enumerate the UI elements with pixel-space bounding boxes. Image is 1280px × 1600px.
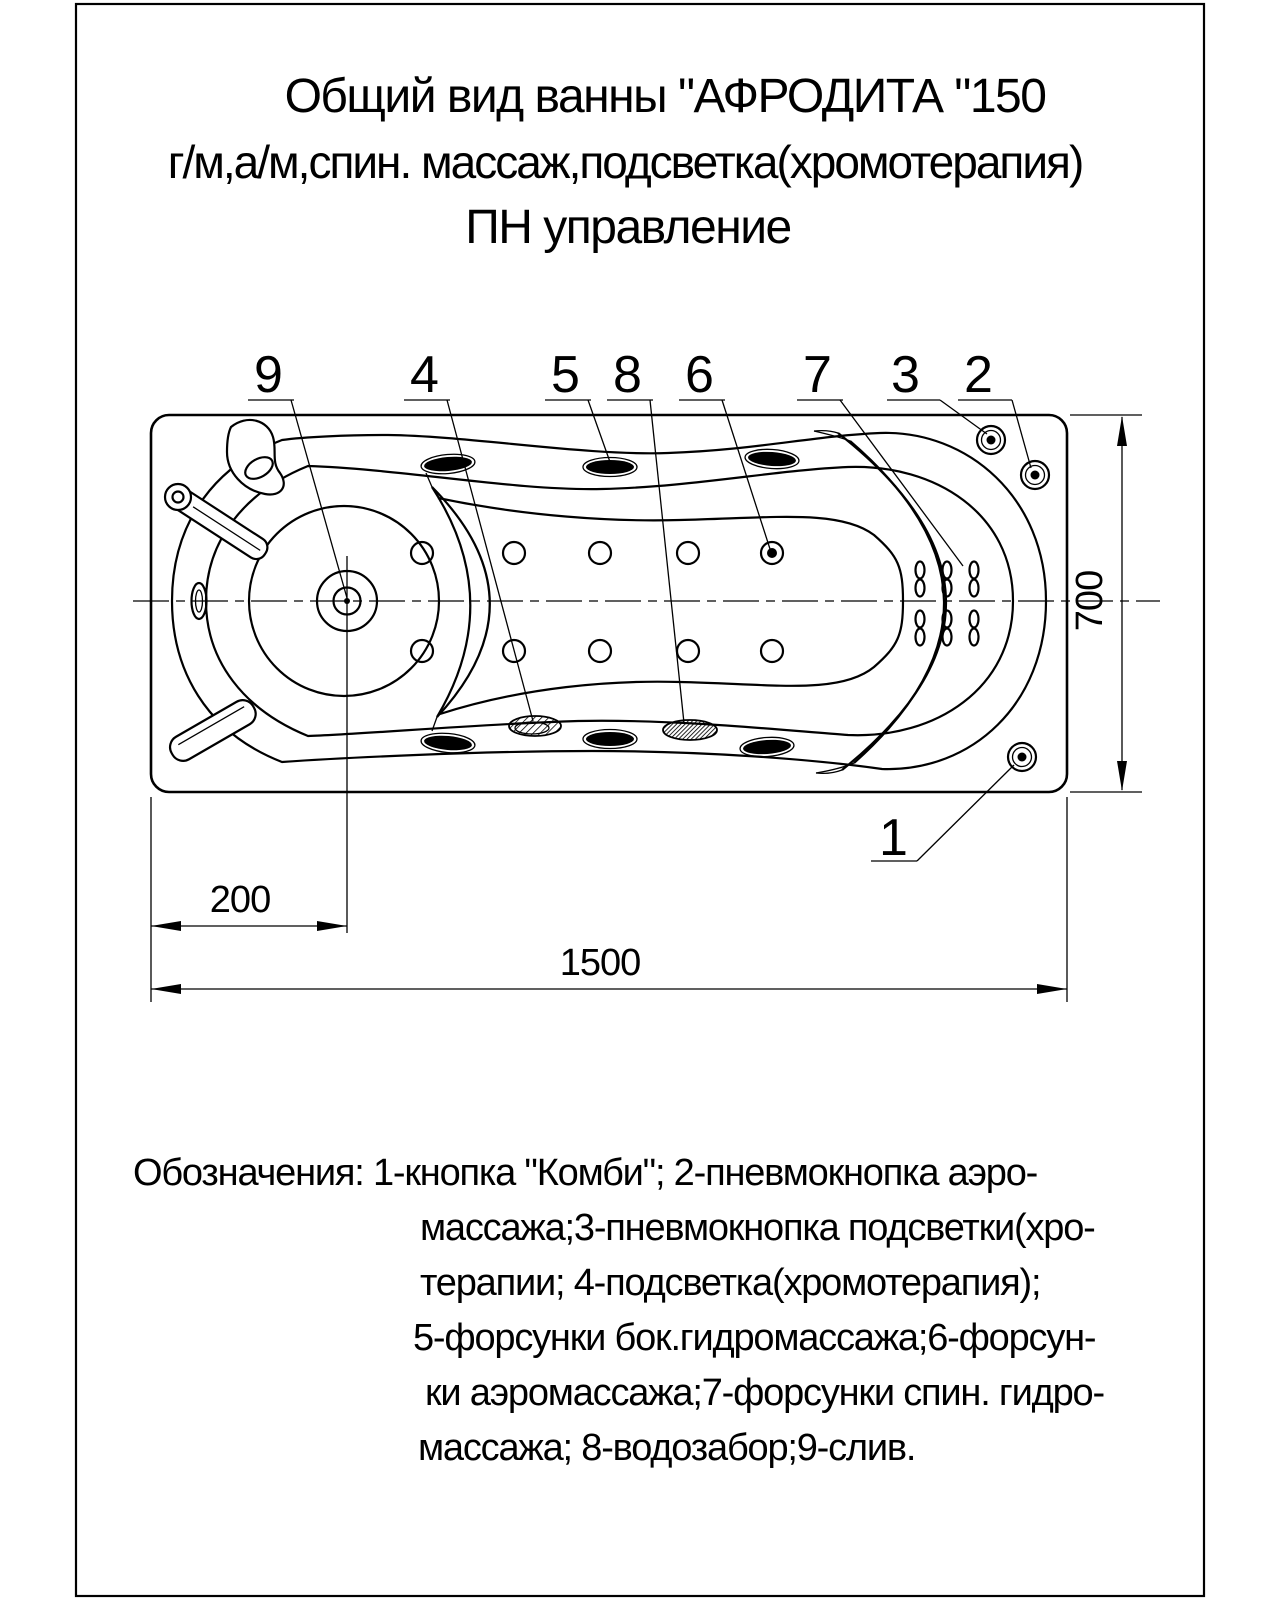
- back-jet-group-bottom: [916, 611, 979, 646]
- callout-number-4: 4: [410, 346, 438, 404]
- backrest-ridge: [426, 473, 490, 731]
- callouts: [248, 346, 1031, 867]
- side-handle: [166, 696, 260, 766]
- dim-width-value: 700: [1069, 570, 1111, 632]
- bathtub-top-view: [151, 415, 1067, 792]
- legend-line-1: Обозначения: 1-кнопка "Комби"; 2-пневмокнопка аэро-: [133, 1152, 1038, 1194]
- legend-line-6: массажа; 8-водозабор;9-слив.: [418, 1427, 916, 1469]
- legend-line-2: массажа;3-пневмокнопка подсветки(хро-: [420, 1207, 1095, 1249]
- air-jet: [589, 542, 611, 564]
- callout-number-8: 8: [613, 346, 641, 404]
- air-jet: [677, 640, 699, 662]
- air-jet: [589, 640, 611, 662]
- side-hydro-jets: [420, 448, 799, 759]
- callout-number-1: 1: [879, 809, 907, 867]
- page-title-line-1: Общий вид ванны "АФРОДИТА "150: [284, 70, 1046, 123]
- dim-length-value: 1500: [559, 942, 641, 984]
- chromotherapy-light: [509, 716, 561, 736]
- callout-number-9: 9: [254, 346, 282, 404]
- callout-leader-8: [650, 400, 684, 723]
- title-block: [168, 70, 1083, 254]
- air-jet: [677, 542, 699, 564]
- callout-leader-4: [447, 400, 533, 721]
- legend-line-3: терапии; 4-подсветка(хромотерапия);: [420, 1262, 1041, 1304]
- side-jet: [583, 730, 637, 749]
- air-jet: [411, 640, 433, 662]
- water-intake: [663, 720, 717, 740]
- air-jet: [761, 640, 783, 662]
- side-jet: [420, 452, 475, 476]
- air-jet: [503, 542, 525, 564]
- back-jet-group-top: [916, 562, 979, 597]
- callout-leader-3: [940, 400, 987, 434]
- callout-number-7: 7: [803, 346, 831, 404]
- legend-line-5: ки аэромассажа;7-форсунки спин. гидро-: [425, 1372, 1104, 1414]
- side-jet: [744, 448, 799, 471]
- faucet-spout: [227, 420, 284, 495]
- page-title-line-2: г/м,а/м,спин. массаж,подсветка(хромотерапия): [167, 136, 1083, 188]
- page-title-line-3: ПН управление: [465, 201, 791, 254]
- callout-leader-7: [840, 400, 963, 566]
- legend-line-4: 5-форсунки бок.гидромассажа;6-форсун-: [413, 1317, 1096, 1359]
- drain-center: [344, 598, 350, 604]
- mixer-lever: [165, 483, 271, 562]
- callout-leader-9: [291, 400, 347, 598]
- callout-leader-2: [1012, 400, 1031, 468]
- dim-offset-value: 200: [209, 879, 271, 921]
- dimension-drain-offset-200: [151, 797, 347, 1002]
- legend-block: [133, 1152, 1104, 1469]
- dimension-width-700: [1069, 415, 1142, 792]
- callout-number-6: 6: [685, 346, 713, 404]
- side-jet: [420, 731, 475, 755]
- callout-leader-5: [588, 400, 610, 462]
- callout-number-5: 5: [551, 346, 579, 404]
- air-jet-callout-target: [761, 542, 783, 564]
- callout-leader-1: [917, 765, 1014, 861]
- callout-number-3: 3: [891, 346, 919, 404]
- dimension-length-1500: [151, 797, 1067, 1002]
- callout-number-2: 2: [964, 346, 992, 404]
- button-aero: [1021, 461, 1049, 489]
- tub-floor-outline: [438, 498, 903, 714]
- side-jet: [739, 736, 794, 759]
